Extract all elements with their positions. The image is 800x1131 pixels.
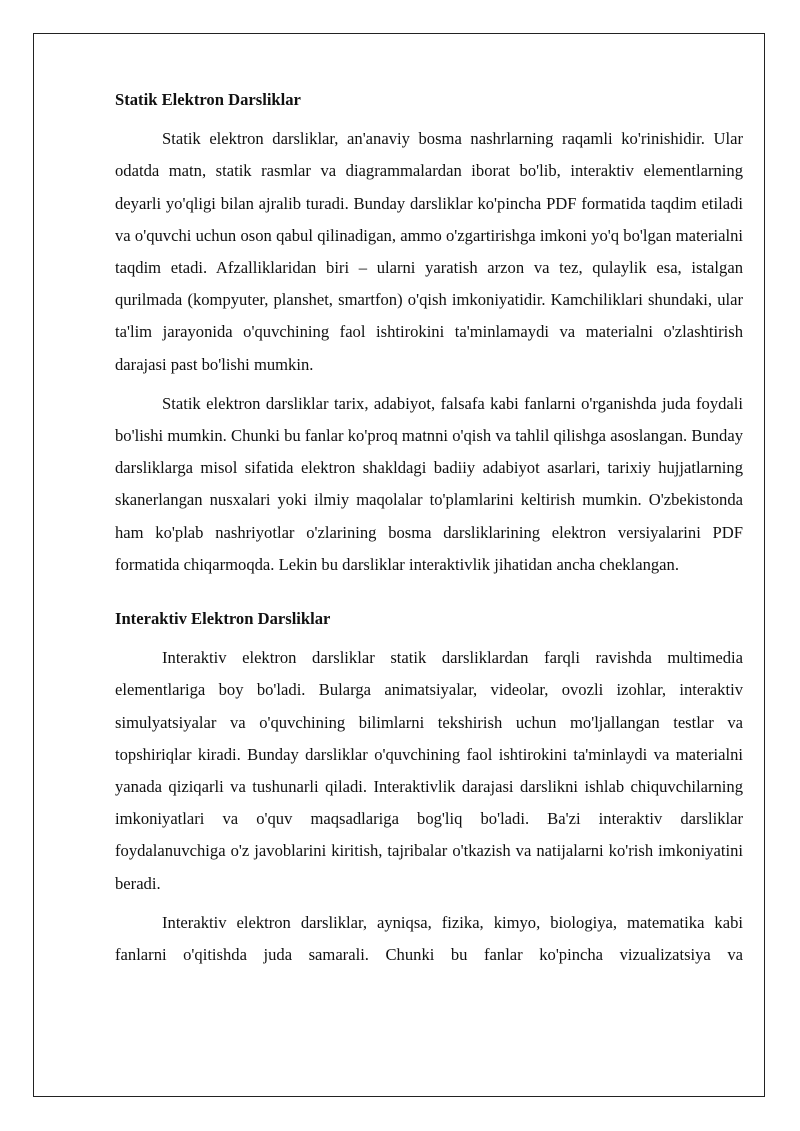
section-heading-interactive: Interaktiv Elektron Darsliklar (115, 609, 331, 629)
document-body (115, 84, 743, 971)
section-heading-static: Statik Elektron Darsliklar (115, 90, 301, 109)
paragraph-static-2: Statik elektron darsliklar tarix, adabiyot, falsafa kabi fanlarni o'rganishda juda foydali bo'lishi mumkin. Chunki bu fanlar ko'proq matnni o'qish va tahlil qilishga asoslangan. Bunday darsliklarga misol sifatida elektron shakldagi badiiy adabiyot asarlari, tarixiy hujjatlarning skanerlangan nusxalari yoki ilmiy maqolalar to'plamlarini keltirish mumkin. O'zbekistonda ham ko'plab nashriyotlar o'zlarining bosma darsliklarining elektron versiyalarini PDF formatida chiqarmoqda. Lekin bu darsliklar interaktivlik jihatidan ancha cheklangan. (115, 393, 743, 574)
paragraph-interactive-2: Interaktiv elektron darsliklar, ayniqsa, fizika, kimyo, biologiya, matematika kabi fanlarni o'qitishda juda samarali. Chunki bu fanlar ko'pincha vizualizatsiya va (115, 912, 743, 965)
paragraph-static-1: Statik elektron darsliklar, an'anaviy bosma nashrlarning raqamli ko'rinishidir. Ular odatda matn, statik rasmlar va diagrammalardan iborat bo'lib, interaktiv elementlarning deyarli yo'qligi bilan ajralib turadi. Bunday darsliklar ko'pincha PDF formatida taqdim etiladi va o'quvchi uchun oson qabul qilinadigan, ammo o'zgartirishga imkoni yo'q bo'lgan materialni taqdim etadi. Afzalliklaridan biri – ularni yaratish arzon va tez, qulaylik esa, istalgan qurilmada (kompyuter, planshet, smartfon) o'qish imkoniyatidir. Kamchiliklari shundaki, ular ta'lim jarayonida o'quvchining faol ishtirokini ta'minlamaydi va materialni o'zlashtirish darajasi past bo'lishi mumkin. (115, 129, 743, 374)
paragraph-interactive-1: Interaktiv elektron darsliklar statik darsliklardan farqli ravishda multimedia elementlariga boy bo'ladi. Bularga animatsiyalar, videolar, ovozli izohlar, interaktiv simulyatsiyalar va o'quvchining bilimlarni tekshirish uchun mo'ljallangan testlar va topshiriqlar kiradi. Bunday darsliklar o'quvchining faol ishtirokini ta'minlaydi va materialni yanada qiziqarli va tushunarli qiladi. Interaktivlik darajasi darslikni ishlab chiquvchilarning imkoniyatlari va o'quv maqsadlariga bog'liq bo'ladi. Ba'zi interaktiv darsliklar foydalanuvchiga o'z javoblarini kiritish, tajribalar o'tkazish va natijalarni ko'rish imkoniyatini beradi. (115, 648, 743, 893)
